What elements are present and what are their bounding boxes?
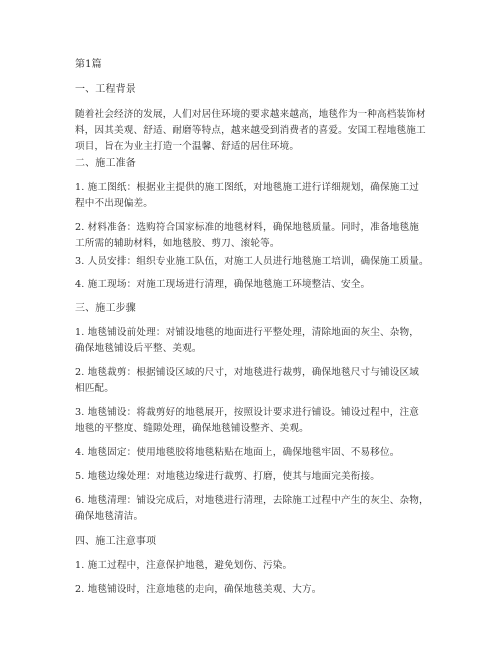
- section-heading-steps: 三、施工步骤: [75, 303, 136, 314]
- paragraph-line: 确保地毯清洁。: [75, 511, 144, 522]
- paragraph-line: 3. 人员安排：组织专业施工队伍，对施工人员进行地毯施工培训，确保施工质量。: [75, 256, 429, 267]
- paragraph-line: 地毯的平整度、缝隙处理，确保地毯铺设整齐、美观。: [75, 423, 309, 434]
- paragraph-line: 2. 地毯裁剪：根据铺设区域的尺寸，对地毯进行裁剪，确保地毯尺寸与铺设区域: [75, 367, 419, 378]
- paragraph-line: 5. 地毯边缘处理：对地毯边缘进行裁剪、打磨，使其与地面完美衔接。: [75, 471, 380, 482]
- paragraph-line: 3. 地毯铺设：将裁剪好的地毯展开，按照设计要求进行铺设。铺设过程中，注意: [75, 407, 419, 418]
- paragraph-line: 工所需的辅助材料，如地毯胶、剪刀、滚轮等。: [75, 238, 280, 249]
- paragraph-line: 4. 地毯固定：使用地毯胶将地毯粘贴在地面上，确保地毯牢固、不易移位。: [75, 447, 400, 458]
- paragraph-line: 1. 施工过程中，注意保护地毯，避免划伤、污染。: [75, 560, 293, 571]
- paragraph-line: 1. 施工图纸：根据业主提供的施工图纸，对地毯施工进行详细规划，确保施工过: [75, 182, 419, 193]
- paragraph-line: 程中不出现偏差。: [75, 198, 153, 209]
- paragraph-line: 1. 地毯铺设前处理：对铺设地毯的地面进行平整处理，清除地面的灰尘、杂物，: [75, 327, 419, 338]
- paragraph-line: 2. 材料准备：选购符合国家标准的地毯材料，确保地毯质量。同时，准备地毯施: [75, 222, 419, 233]
- paragraph-line: 6. 地毯清理：铺设完成后，对地毯进行清理，去除施工过程中产生的灰尘、杂物，: [75, 495, 429, 506]
- paragraph-line: 确保地毯铺设后平整、美观。: [75, 343, 202, 354]
- paragraph-line: 相匹配。: [75, 383, 114, 394]
- section-heading-preparation: 二、施工准备: [75, 158, 136, 169]
- paragraph-line: 2. 地毯铺设时，注意地毯的走向，确保地毯美观、大方。: [75, 584, 322, 595]
- paragraph-line: 项目，旨在为业主打造一个温馨、舒适的居住环境。: [75, 141, 300, 152]
- part-label: 第1篇: [75, 59, 102, 70]
- paragraph-line: 4. 施工现场：对施工现场进行清理，确保地毯施工环境整洁、安全。: [75, 279, 371, 290]
- section-heading-background: 一、工程背景: [75, 84, 136, 95]
- section-heading-notes: 四、施工注意事项: [75, 536, 157, 547]
- paragraph-line: 料，因其美观、舒适、耐磨等特点，越来越受到消费者的喜爱。安国工程地毯施工: [75, 125, 426, 136]
- paragraph-line: 随着社会经济的发展，人们对居住环境的要求越来越高，地毯作为一种高档装饰材: [75, 109, 426, 120]
